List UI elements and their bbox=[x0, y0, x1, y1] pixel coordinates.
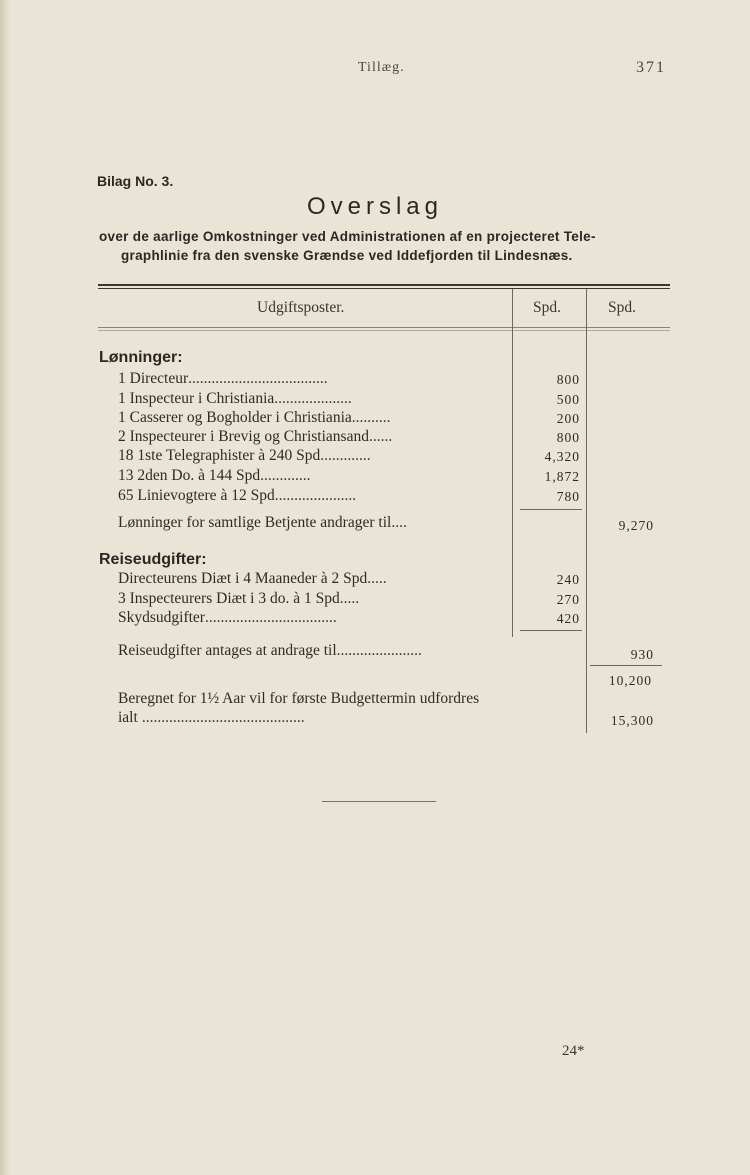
salary-total-row bbox=[118, 514, 508, 532]
column-header-items: Udgiftsposter. bbox=[257, 299, 345, 316]
row-leader-dots: .................................... bbox=[188, 370, 328, 387]
column-header-spd-1: Spd. bbox=[533, 299, 561, 316]
row-label: 3 Inspecteurers Diæt i 3 do. à 1 Spd bbox=[118, 590, 340, 607]
column-header-spd-2: Spd. bbox=[608, 299, 636, 316]
row-leader-dots: .... bbox=[391, 514, 407, 531]
row-label: 13 2den Do. à 144 Spd bbox=[118, 467, 261, 484]
subtitle-line-2: graphlinie fra den svenske Grændse ved Iddefjorden til Lindesnæs. bbox=[121, 248, 573, 263]
subtotal-rule-1 bbox=[520, 509, 582, 510]
row-value: 420 bbox=[556, 611, 580, 626]
row-leader-dots: ..... bbox=[339, 590, 360, 607]
page-number: 371 bbox=[636, 59, 666, 76]
travel-total-row bbox=[118, 642, 580, 660]
row-value: 780 bbox=[556, 489, 580, 504]
row-leader-dots: ...................... bbox=[336, 642, 422, 659]
row-leader-dots: ............. bbox=[320, 447, 371, 464]
final-label-line-2: ialt bbox=[118, 709, 138, 726]
column-divider-2 bbox=[586, 289, 587, 733]
header-bottom-rule-2 bbox=[98, 330, 670, 331]
row-label: 1 Inspecteur i Christiania bbox=[118, 390, 275, 407]
table-row bbox=[118, 447, 504, 465]
row-label: 1 Directeur bbox=[118, 370, 189, 387]
bilag-label: Bilag No. 3. bbox=[97, 173, 174, 189]
table-row bbox=[118, 370, 504, 388]
table-row bbox=[118, 467, 504, 485]
row-value: 1,872 bbox=[544, 469, 580, 484]
table-row bbox=[118, 609, 504, 627]
final-total-value: 15,300 bbox=[610, 713, 654, 728]
subtitle-line-1: over de aarlige Omkostninger ved Administrationen af en projecteret Tele- bbox=[99, 229, 596, 244]
row-value: 4,320 bbox=[544, 449, 580, 464]
row-value: 240 bbox=[556, 572, 580, 587]
total-label: Lønninger for samtlige Betjente andrager til bbox=[118, 514, 392, 531]
final-row bbox=[118, 709, 580, 727]
row-leader-dots: ..... bbox=[367, 570, 387, 587]
row-label: Directeurens Diæt i 4 Maaneder à 2 Spd bbox=[118, 570, 368, 587]
table-row bbox=[118, 590, 504, 608]
subtotal-rule-2 bbox=[520, 630, 582, 631]
sum-rule bbox=[590, 665, 662, 666]
row-label: Skydsudgifter bbox=[118, 609, 205, 626]
salary-total-value: 9,270 bbox=[618, 518, 654, 533]
running-title: Tillæg. bbox=[358, 60, 405, 75]
row-leader-dots: ..................... bbox=[274, 487, 357, 504]
row-value: 800 bbox=[556, 372, 580, 387]
section-heading-travel: Reiseudgifter: bbox=[99, 551, 207, 568]
column-divider-1 bbox=[512, 289, 513, 637]
page-edge-shadow bbox=[0, 0, 10, 1175]
row-leader-dots: ............. bbox=[260, 467, 311, 484]
table-row bbox=[118, 487, 504, 505]
table-top-rule-thin bbox=[98, 288, 670, 289]
section-heading-salaries: Lønninger: bbox=[99, 349, 183, 366]
row-value: 500 bbox=[556, 392, 580, 407]
row-label: 65 Linievogtere à 12 Spd bbox=[118, 487, 275, 504]
document-title: Overslag bbox=[306, 193, 444, 220]
row-leader-dots: .......................................... bbox=[141, 709, 305, 726]
table-row bbox=[118, 570, 504, 588]
row-value: 800 bbox=[556, 430, 580, 445]
sum-value: 10,200 bbox=[608, 673, 652, 688]
final-label-line-1: Beregnet for 1½ Aar vil for første Budgettermin udfordres bbox=[118, 690, 480, 707]
table-top-rule bbox=[98, 284, 670, 286]
header-bottom-rule bbox=[98, 327, 670, 328]
row-label: 18 1ste Telegraphister à 240 Spd bbox=[118, 447, 321, 464]
table-row bbox=[118, 409, 504, 427]
row-value: 270 bbox=[556, 592, 580, 607]
row-leader-dots: ...... bbox=[368, 428, 393, 445]
row-label: 1 Casserer og Bogholder i Christiania bbox=[118, 409, 352, 426]
row-label: 2 Inspecteurer i Brevig og Christiansand bbox=[118, 428, 369, 445]
table-row bbox=[118, 428, 504, 446]
table-row bbox=[118, 390, 504, 408]
travel-total-value: 930 bbox=[630, 647, 654, 662]
total-label: Reiseudgifter antages at andrage til bbox=[118, 642, 337, 659]
row-leader-dots: .................... bbox=[274, 390, 352, 407]
closing-rule bbox=[322, 801, 436, 802]
row-leader-dots: .................................. bbox=[204, 609, 337, 626]
row-leader-dots: .......... bbox=[351, 409, 391, 426]
signature-mark: 24* bbox=[562, 1043, 585, 1059]
row-value: 200 bbox=[556, 411, 580, 426]
